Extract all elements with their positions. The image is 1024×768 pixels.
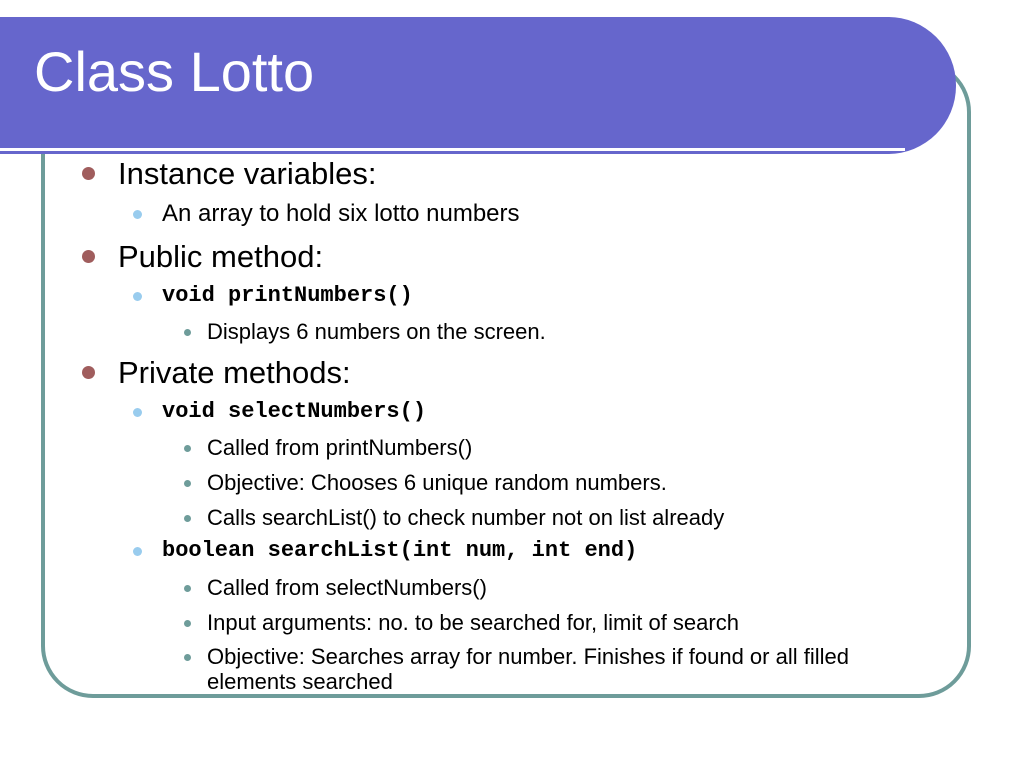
bullet-search-input-arguments: Input arguments: no. to be searched for, limit of search xyxy=(207,610,739,635)
bullet-dot-icon xyxy=(133,408,142,417)
bullet-dot-icon xyxy=(184,620,191,627)
bullet-search-objective: Objective: Searches array for number. Finishes if found or all filled elements searched xyxy=(207,644,849,694)
bullet-dot-icon xyxy=(133,210,142,219)
bullet-dot-icon xyxy=(82,366,95,379)
bullet-search-list-signature: boolean searchList(int num, int end) xyxy=(162,538,638,563)
bullet-dot-icon xyxy=(184,329,191,336)
bullet-dot-icon xyxy=(184,515,191,522)
bullet-array-description: An array to hold six lotto numbers xyxy=(162,200,520,227)
bullet-public-method: Public method: xyxy=(118,239,324,274)
bullet-instance-variables: Instance variables: xyxy=(118,156,377,191)
bullet-dot-icon xyxy=(133,292,142,301)
bullet-select-numbers-signature: void selectNumbers() xyxy=(162,399,427,424)
bullet-print-numbers-description: Displays 6 numbers on the screen. xyxy=(207,319,546,344)
bullet-dot-icon xyxy=(82,250,95,263)
bullet-dot-icon xyxy=(184,480,191,487)
slide-title: Class Lotto xyxy=(34,40,315,103)
bullet-dot-icon xyxy=(184,445,191,452)
bullet-dot-icon xyxy=(82,167,95,180)
bullet-private-methods: Private methods: xyxy=(118,355,351,390)
bullet-dot-icon xyxy=(133,547,142,556)
bullet-search-called-from: Called from selectNumbers() xyxy=(207,575,487,600)
bullet-select-objective: Objective: Chooses 6 unique random numbers. xyxy=(207,470,667,495)
bullet-select-called-from: Called from printNumbers() xyxy=(207,435,473,460)
bullet-select-calls-search: Calls searchList() to check number not on list already xyxy=(207,505,725,530)
bullet-print-numbers-signature: void printNumbers() xyxy=(162,283,413,308)
bullet-dot-icon xyxy=(184,585,191,592)
bullet-dot-icon xyxy=(184,654,191,661)
